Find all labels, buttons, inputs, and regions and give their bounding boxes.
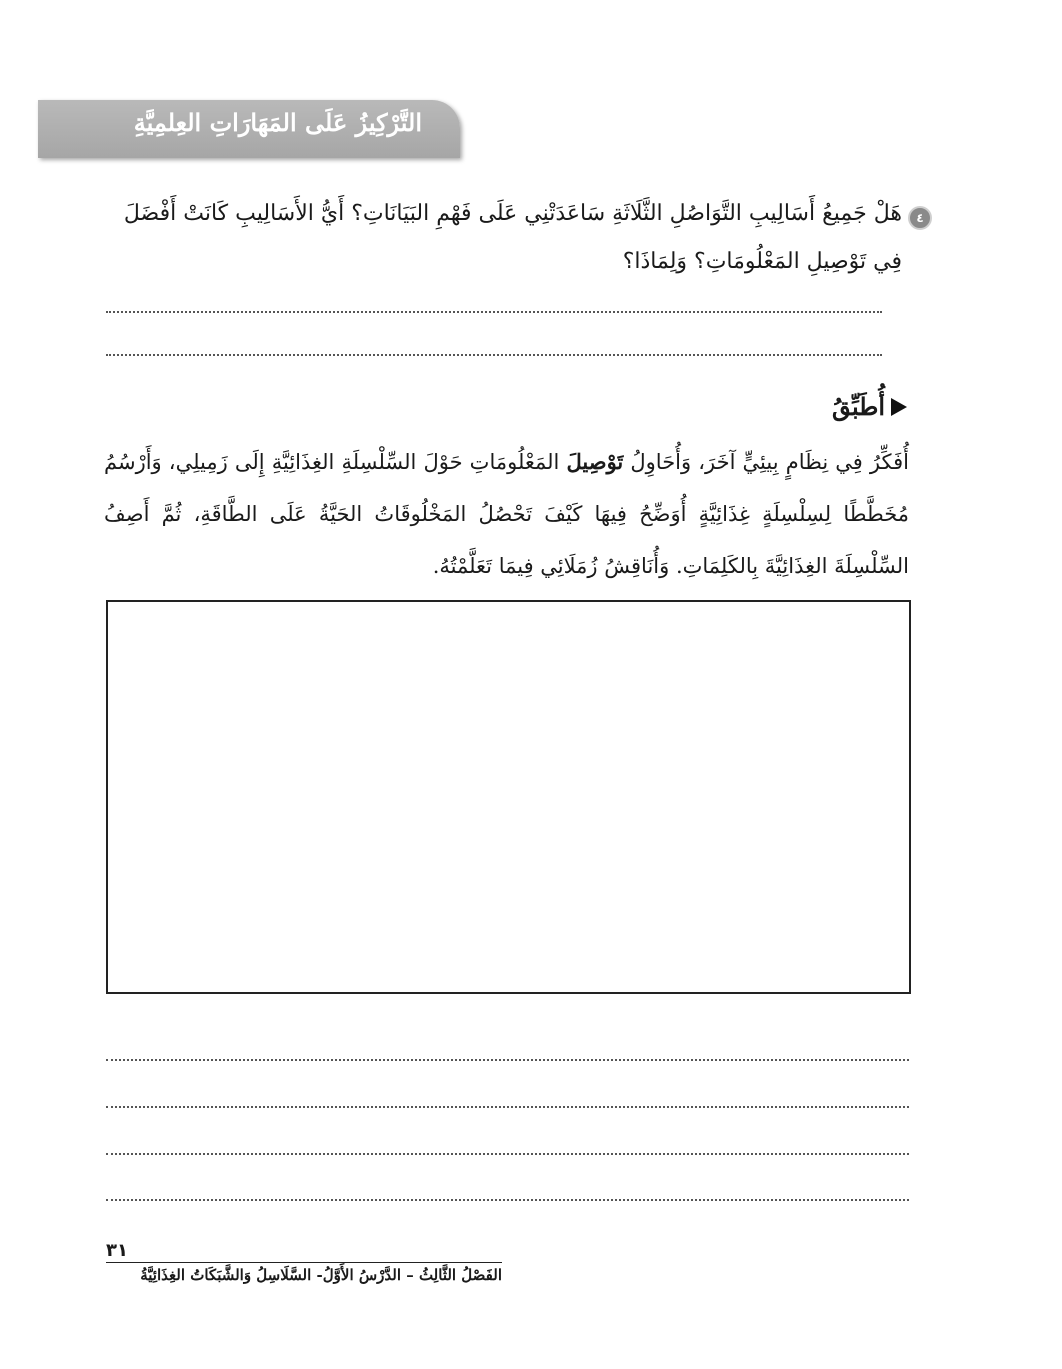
answer-line-2[interactable] [106, 354, 882, 356]
answer-line-6[interactable] [106, 1199, 909, 1201]
apply-text-bold: تَوْصِيلَ [566, 449, 624, 474]
section-title: التَّرْكِيزُ عَلَى المَهَارَاتِ العِلمِيَّةِ [133, 108, 422, 137]
apply-instructions [104, 436, 909, 592]
section-header-banner [38, 100, 460, 158]
footer-divider [106, 1262, 502, 1263]
apply-text-before: أُفَكِّرُ فِي نِظَامٍ بِيئِيٍّ آخَرَ، وَأُحَاوِلُ [623, 450, 909, 474]
question-number-badge: ٤ [908, 206, 932, 230]
apply-heading [832, 392, 907, 421]
answer-line-4[interactable] [106, 1106, 909, 1108]
drawing-box[interactable] [106, 600, 911, 994]
footer-chapter-title: الفَصْلُ الثَّالِثُ – الدَّرْسُ الأَوَّلُ- السَّلَاسِلُ وَالشَّبَكَاتُ الغِذَائِيَّةُ [140, 1266, 502, 1284]
apply-heading-label: أُطَبِّقُ [831, 392, 885, 421]
apply-text-after: المَعْلُومَاتِ حَوْلَ السِّلْسِلَةِ الغِذَائِيَّةِ إِلَى زَمِيلِي، وَأَرْسُمُ مُخَطَّطًا لِسِلْسِلَةٍ غِذَائِيَّةٍ أُوَضِّحُ فِيهَا كَيْفَ تَحْصُلُ المَخْلُوقَاتُ الحَيَّةُ عَلَى الطَّاقَةِ، ثُمَّ أَصِفُ السِّلْسِلَةَ الغِذَائِيَّةَ بِالكَلِمَاتِ. وَأُنَاقِشُ زُمَلَائِي فِيمَا تَعَلَّمْتُهُ. [104, 450, 909, 578]
question-text: هَلْ جَمِيعُ أَسَالِيبِ التَّوَاصُلِ الثَّلَاثَةِ سَاعَدَتْنِي عَلَى فَهْمِ البَيَانَاتِ؟ أَيُّ الأَسَالِيبِ كَانَتْ أَفْضَلَ فِي تَوْصِيلِ المَعْلُومَاتِ؟ وَلِمَاذَا؟ [123, 201, 902, 274]
answer-line-3[interactable] [106, 1059, 909, 1061]
page-number: ٣١ [106, 1240, 128, 1261]
answer-line-1[interactable] [106, 311, 882, 313]
arrow-left-icon [891, 398, 907, 416]
answer-line-5[interactable] [106, 1153, 909, 1155]
